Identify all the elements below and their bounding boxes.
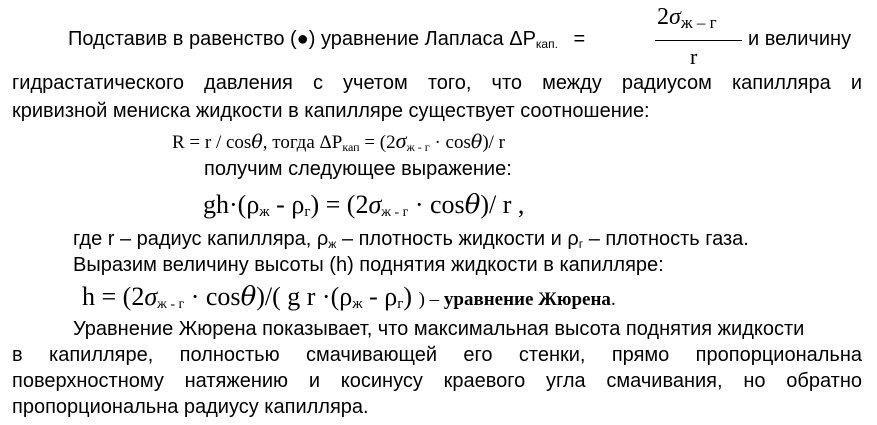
laplace-fraction-numerator (657, 4, 717, 33)
formula-jurin-dash: ) – (418, 289, 444, 310)
fraction-coef: 2 (657, 4, 669, 30)
formula-radius-part: )/ r (482, 132, 505, 153)
paragraph-line-4: пропорциональна радиусу капилляра. (12, 396, 369, 418)
formula-jurin-part: · cos (184, 282, 241, 311)
paragraph-line-2: в капилляре, полностью смачивающей его стенки, прямо пропорциональна (12, 344, 862, 366)
theta-symbol: θ (470, 131, 483, 153)
theta-symbol: θ (464, 190, 481, 220)
formula-jurin-part: h = (2 (82, 282, 145, 311)
formula-pressure-part: · cos (408, 190, 465, 219)
formula-pressure-part: )/ r , (480, 190, 525, 219)
text-line-7-part: где r – радиус капилляра, ρ (73, 228, 329, 250)
sigma-symbol: σ (395, 128, 407, 153)
jurin-equation-label: уравнение Жюрена (443, 289, 611, 310)
delta-p-subscript: кап (342, 140, 360, 154)
fraction-bar (655, 40, 742, 41)
text-line-7-part: – плотность жидкости и ρ (336, 228, 579, 250)
formula-pressure-part: ) = (2 (310, 190, 369, 219)
formula-radius-part: , тогда ΔP (262, 132, 343, 153)
line-laplace-text: Подставив в равенство (●) уравнение Лапласа ΔP (68, 28, 536, 50)
formula-radius-part: · cos (429, 132, 471, 153)
sigma-subscript: ж - г (157, 297, 185, 312)
sigma-symbol: σ (669, 4, 681, 30)
formula-pressure-part: - ρ (269, 190, 305, 219)
fraction-denominator: r (690, 44, 698, 69)
rho-subscript: ж (328, 237, 337, 251)
equals-sign: = (573, 28, 586, 50)
text-line-8: Выразим величину высоты (h) поднятия жидкости в капилляре: (73, 254, 664, 276)
formula-jurin-part: )/( g r ·(ρ (256, 282, 353, 311)
laplace-subscript: кап. (535, 37, 558, 51)
rho-subscript: ж (259, 204, 270, 220)
text-line-2: гидрастатического давления с учетом того, что между радиусом капилляра и (12, 72, 862, 94)
sigma-subscript: ж - г (381, 205, 409, 220)
text-line-3: кривизной мениска жидкости в капилляре существует соотношение: (12, 100, 650, 122)
formula-pressure (203, 190, 524, 221)
sigma-symbol: σ (368, 190, 382, 219)
paragraph-line-3: поверхностному натяжению и косинусу краевого угла смачивания, но обратно (12, 370, 862, 392)
text-line-7-part: – плотность газа. (583, 228, 749, 250)
theta-symbol: θ (240, 282, 257, 312)
rho-subscript: ж (352, 296, 363, 312)
formula-radius (172, 128, 505, 155)
sigma-subscript: ж - г (406, 140, 430, 154)
formula-jurin (82, 282, 616, 313)
rho-subscript: г (304, 204, 311, 220)
formula-jurin-period: . (610, 289, 616, 310)
formula-jurin-part: ) (403, 282, 419, 311)
formula-jurin-part: - ρ (362, 282, 398, 311)
line-laplace (68, 28, 585, 51)
rho-subscript: г (397, 296, 404, 312)
text-line-7 (73, 228, 749, 251)
paragraph-line-1: Уравнение Жюрена показывает, что максимальная высота поднятия жидкости (73, 318, 805, 340)
rho-subscript: г (578, 237, 584, 251)
line-laplace-suffix: и величину (748, 28, 852, 50)
formula-radius-part: = (2 (359, 132, 396, 153)
formula-pressure-part: gh·(ρ (203, 190, 260, 219)
text-line-5: получим следующее выражение: (204, 158, 512, 180)
theta-symbol: θ (251, 131, 263, 153)
sigma-symbol: σ (144, 282, 158, 311)
formula-radius-part: R = r / cos (172, 132, 252, 153)
fraction-sigma-subscript: ж – г (680, 13, 717, 32)
